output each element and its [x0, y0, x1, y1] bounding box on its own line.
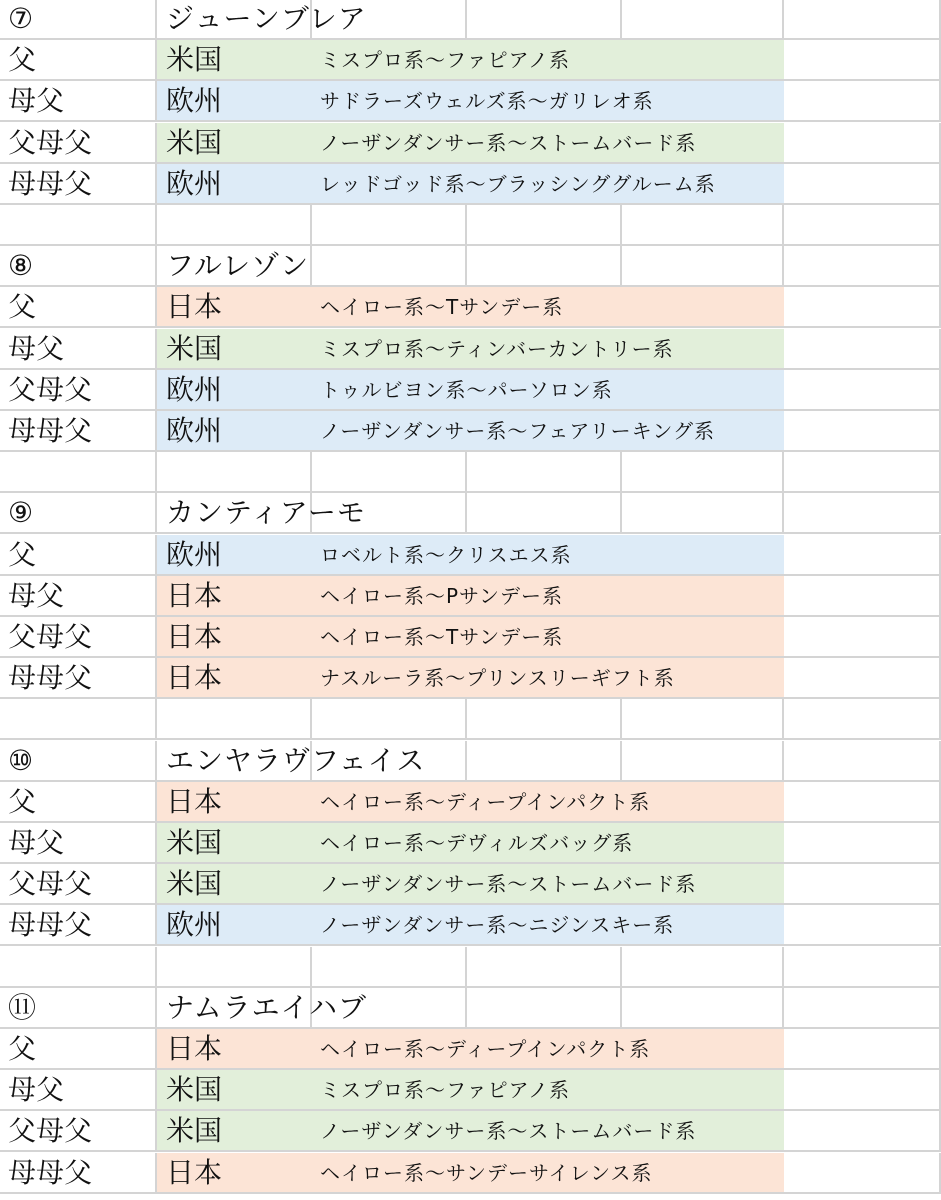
grid-cell[interactable]	[784, 1153, 941, 1194]
region-label: 日本	[166, 661, 223, 694]
region-label: 日本	[166, 785, 223, 818]
horse-header-row	[0, 0, 941, 40]
horse-number: ⑧	[8, 249, 34, 282]
blank-row	[0, 205, 941, 246]
region-label: 欧州	[166, 908, 223, 941]
horse-header-row	[0, 246, 941, 287]
horse-number: ⑨	[8, 496, 34, 529]
region-label: 米国	[166, 1073, 223, 1106]
region-label: 米国	[166, 43, 223, 76]
grid-cell[interactable]	[784, 535, 941, 576]
grid-cell[interactable]	[0, 205, 157, 246]
grid-cell[interactable]	[784, 617, 941, 658]
grid-cell[interactable]	[467, 741, 622, 782]
pedigree-position: 母父	[8, 1073, 65, 1106]
bloodline-text: ノーザンダンサー系～ストームバード系	[320, 872, 697, 896]
grid-cell[interactable]	[622, 493, 784, 534]
region-label: 欧州	[166, 84, 223, 117]
pedigree-row	[0, 782, 941, 823]
grid-cell[interactable]	[312, 246, 467, 287]
grid-cell[interactable]	[312, 947, 467, 988]
grid-cell[interactable]	[622, 988, 784, 1029]
grid-cell[interactable]	[467, 452, 622, 493]
grid-cell[interactable]	[784, 452, 941, 493]
pedigree-row	[0, 576, 941, 617]
bloodline-text: ミスプロ系～ティンバーカントリー系	[320, 337, 674, 361]
pedigree-row	[0, 123, 941, 164]
bloodline-text: トゥルビヨン系～パーソロン系	[320, 378, 613, 402]
pedigree-row	[0, 658, 941, 699]
grid-cell[interactable]	[784, 246, 941, 287]
region-label: 欧州	[166, 538, 223, 571]
grid-cell[interactable]	[0, 452, 157, 493]
pedigree-position: 父	[8, 290, 37, 323]
horse-name: ナムラエイハブ	[166, 991, 368, 1024]
bloodline-text: ノーザンダンサー系～ストームバード系	[320, 1119, 697, 1143]
pedigree-row	[0, 535, 941, 576]
grid-cell[interactable]	[784, 411, 941, 452]
grid-cell[interactable]	[784, 1029, 941, 1070]
grid-cell[interactable]	[157, 205, 312, 246]
grid-cell[interactable]	[784, 1070, 941, 1111]
region-label: 米国	[166, 126, 223, 159]
bloodline-text: ヘイロー系～Tサンデー系	[320, 295, 564, 319]
bloodline-text: ミスプロ系～ファピアノ系	[320, 48, 570, 72]
grid-cell[interactable]	[784, 370, 941, 411]
bloodline-text: ヘイロー系～ディープインパクト系	[320, 1037, 651, 1061]
region-label: 米国	[166, 1114, 223, 1147]
horse-header-row	[0, 493, 941, 534]
bloodline-text: レッドゴッド系～ブラッシンググルーム系	[320, 172, 716, 196]
grid-cell[interactable]	[784, 988, 941, 1029]
pedigree-position: 母母父	[8, 167, 93, 200]
grid-cell[interactable]	[784, 741, 941, 782]
bloodline-text: ヘイロー系～サンデーサイレンス系	[320, 1161, 653, 1185]
pedigree-position: 母母父	[8, 414, 93, 447]
pedigree-position: 父母父	[8, 867, 93, 900]
grid-cell[interactable]	[784, 1111, 941, 1152]
grid-cell[interactable]	[622, 205, 784, 246]
pedigree-position: 父母父	[8, 373, 93, 406]
bloodline-text: ヘイロー系～ディープインパクト系	[320, 790, 651, 814]
pedigree-row	[0, 370, 941, 411]
region-label: 日本	[166, 579, 223, 612]
grid-cell[interactable]	[622, 741, 784, 782]
grid-cell[interactable]	[467, 493, 622, 534]
grid-cell[interactable]	[312, 205, 467, 246]
blank-row	[0, 699, 941, 740]
grid-cell[interactable]	[622, 0, 784, 40]
horse-header-row	[0, 988, 941, 1029]
bloodline-text: ノーザンダンサー系～ニジンスキー系	[320, 913, 675, 937]
grid-cell[interactable]	[784, 947, 941, 988]
region-label: 欧州	[166, 167, 223, 200]
pedigree-position: 母父	[8, 579, 65, 612]
horse-header-row	[0, 741, 941, 782]
pedigree-row	[0, 905, 941, 946]
grid-cell[interactable]	[157, 947, 312, 988]
grid-cell[interactable]	[0, 947, 157, 988]
bloodline-text: ヘイロー系～デヴィルズバッグ系	[320, 831, 634, 855]
grid-cell[interactable]	[622, 246, 784, 287]
grid-cell[interactable]	[312, 452, 467, 493]
pedigree-row	[0, 1029, 941, 1070]
horse-name: エンヤラヴフェイス	[166, 744, 426, 777]
bloodline-text: ナスルーラ系～プリンスリーギフト系	[320, 666, 675, 690]
pedigree-row	[0, 81, 941, 122]
blank-row	[0, 947, 941, 988]
pedigree-position: 父	[8, 1032, 37, 1065]
grid-cell[interactable]	[157, 699, 312, 740]
bloodline-text: ヘイロー系～Tサンデー系	[320, 625, 564, 649]
grid-cell[interactable]	[0, 699, 157, 740]
grid-cell[interactable]	[622, 452, 784, 493]
pedigree-position: 母母父	[8, 661, 93, 694]
grid-cell[interactable]	[784, 576, 941, 617]
region-label: 米国	[166, 867, 223, 900]
bloodline-text: ノーザンダンサー系～フェアリーキング系	[320, 419, 715, 443]
pedigree-position: 父母父	[8, 126, 93, 159]
pedigree-position: 父	[8, 43, 37, 76]
grid-cell[interactable]	[467, 947, 622, 988]
bloodline-text: ノーザンダンサー系～ストームバード系	[320, 131, 697, 155]
grid-cell[interactable]	[784, 864, 941, 905]
horse-name: フルレゾン	[166, 249, 310, 282]
grid-cell[interactable]	[784, 164, 941, 205]
pedigree-row	[0, 1111, 941, 1152]
pedigree-position: 父	[8, 785, 37, 818]
horse-number: ⑪	[8, 991, 37, 1024]
horse-number: ⑩	[8, 744, 34, 777]
horse-name: カンティアーモ	[166, 496, 366, 529]
grid-cell[interactable]	[784, 287, 941, 328]
pedigree-position: 母母父	[8, 908, 93, 941]
horse-number: ⑦	[8, 2, 34, 35]
grid-cell[interactable]	[784, 782, 941, 823]
grid-cell[interactable]	[784, 699, 941, 740]
grid-cell[interactable]	[784, 658, 941, 699]
region-label: 日本	[166, 290, 223, 323]
grid-cell[interactable]	[622, 699, 784, 740]
pedigree-position: 母父	[8, 826, 65, 859]
pedigree-row	[0, 164, 941, 205]
region-label: 欧州	[166, 373, 223, 406]
bloodline-text: ヘイロー系～Pサンデー系	[320, 584, 564, 608]
pedigree-row	[0, 864, 941, 905]
pedigree-row	[0, 287, 941, 328]
region-label: 米国	[166, 826, 223, 859]
pedigree-row	[0, 1070, 941, 1111]
grid-cell[interactable]	[312, 699, 467, 740]
grid-cell[interactable]	[784, 0, 941, 40]
region-label: 欧州	[166, 414, 223, 447]
pedigree-position: 母母父	[8, 1156, 93, 1189]
grid-cell[interactable]	[784, 205, 941, 246]
region-label: 日本	[166, 1032, 223, 1065]
grid-cell[interactable]	[467, 988, 622, 1029]
pedigree-position: 父母父	[8, 620, 93, 653]
region-label: 米国	[166, 332, 223, 365]
bloodline-text: ミスプロ系～ファピアノ系	[320, 1078, 570, 1102]
pedigree-row	[0, 329, 941, 370]
grid-cell[interactable]	[467, 205, 622, 246]
pedigree-row	[0, 823, 941, 864]
pedigree-row	[0, 40, 941, 81]
grid-cell[interactable]	[467, 0, 622, 40]
grid-cell[interactable]	[784, 123, 941, 164]
grid-cell[interactable]	[157, 452, 312, 493]
horse-name: ジューンブレア	[166, 2, 367, 35]
pedigree-position: 母父	[8, 84, 65, 117]
bloodline-text: サドラーズウェルズ系～ガリレオ系	[320, 89, 654, 113]
pedigree-row	[0, 1153, 941, 1194]
region-label: 日本	[166, 1156, 223, 1189]
grid-cell[interactable]	[784, 329, 941, 370]
grid-cell[interactable]	[784, 905, 941, 946]
bloodline-text: ロベルト系～クリスエス系	[320, 543, 572, 567]
grid-cell[interactable]	[784, 40, 941, 81]
pedigree-position: 母父	[8, 332, 65, 365]
blank-row	[0, 452, 941, 493]
grid-cell[interactable]	[622, 947, 784, 988]
grid-cell[interactable]	[784, 823, 941, 864]
grid-cell[interactable]	[467, 246, 622, 287]
pedigree-position: 父	[8, 538, 37, 571]
pedigree-position: 父母父	[8, 1114, 93, 1147]
region-label: 日本	[166, 620, 223, 653]
pedigree-row	[0, 411, 941, 452]
grid-cell[interactable]	[784, 493, 941, 534]
grid-cell[interactable]	[467, 699, 622, 740]
pedigree-row	[0, 617, 941, 658]
grid-cell[interactable]	[784, 81, 941, 122]
